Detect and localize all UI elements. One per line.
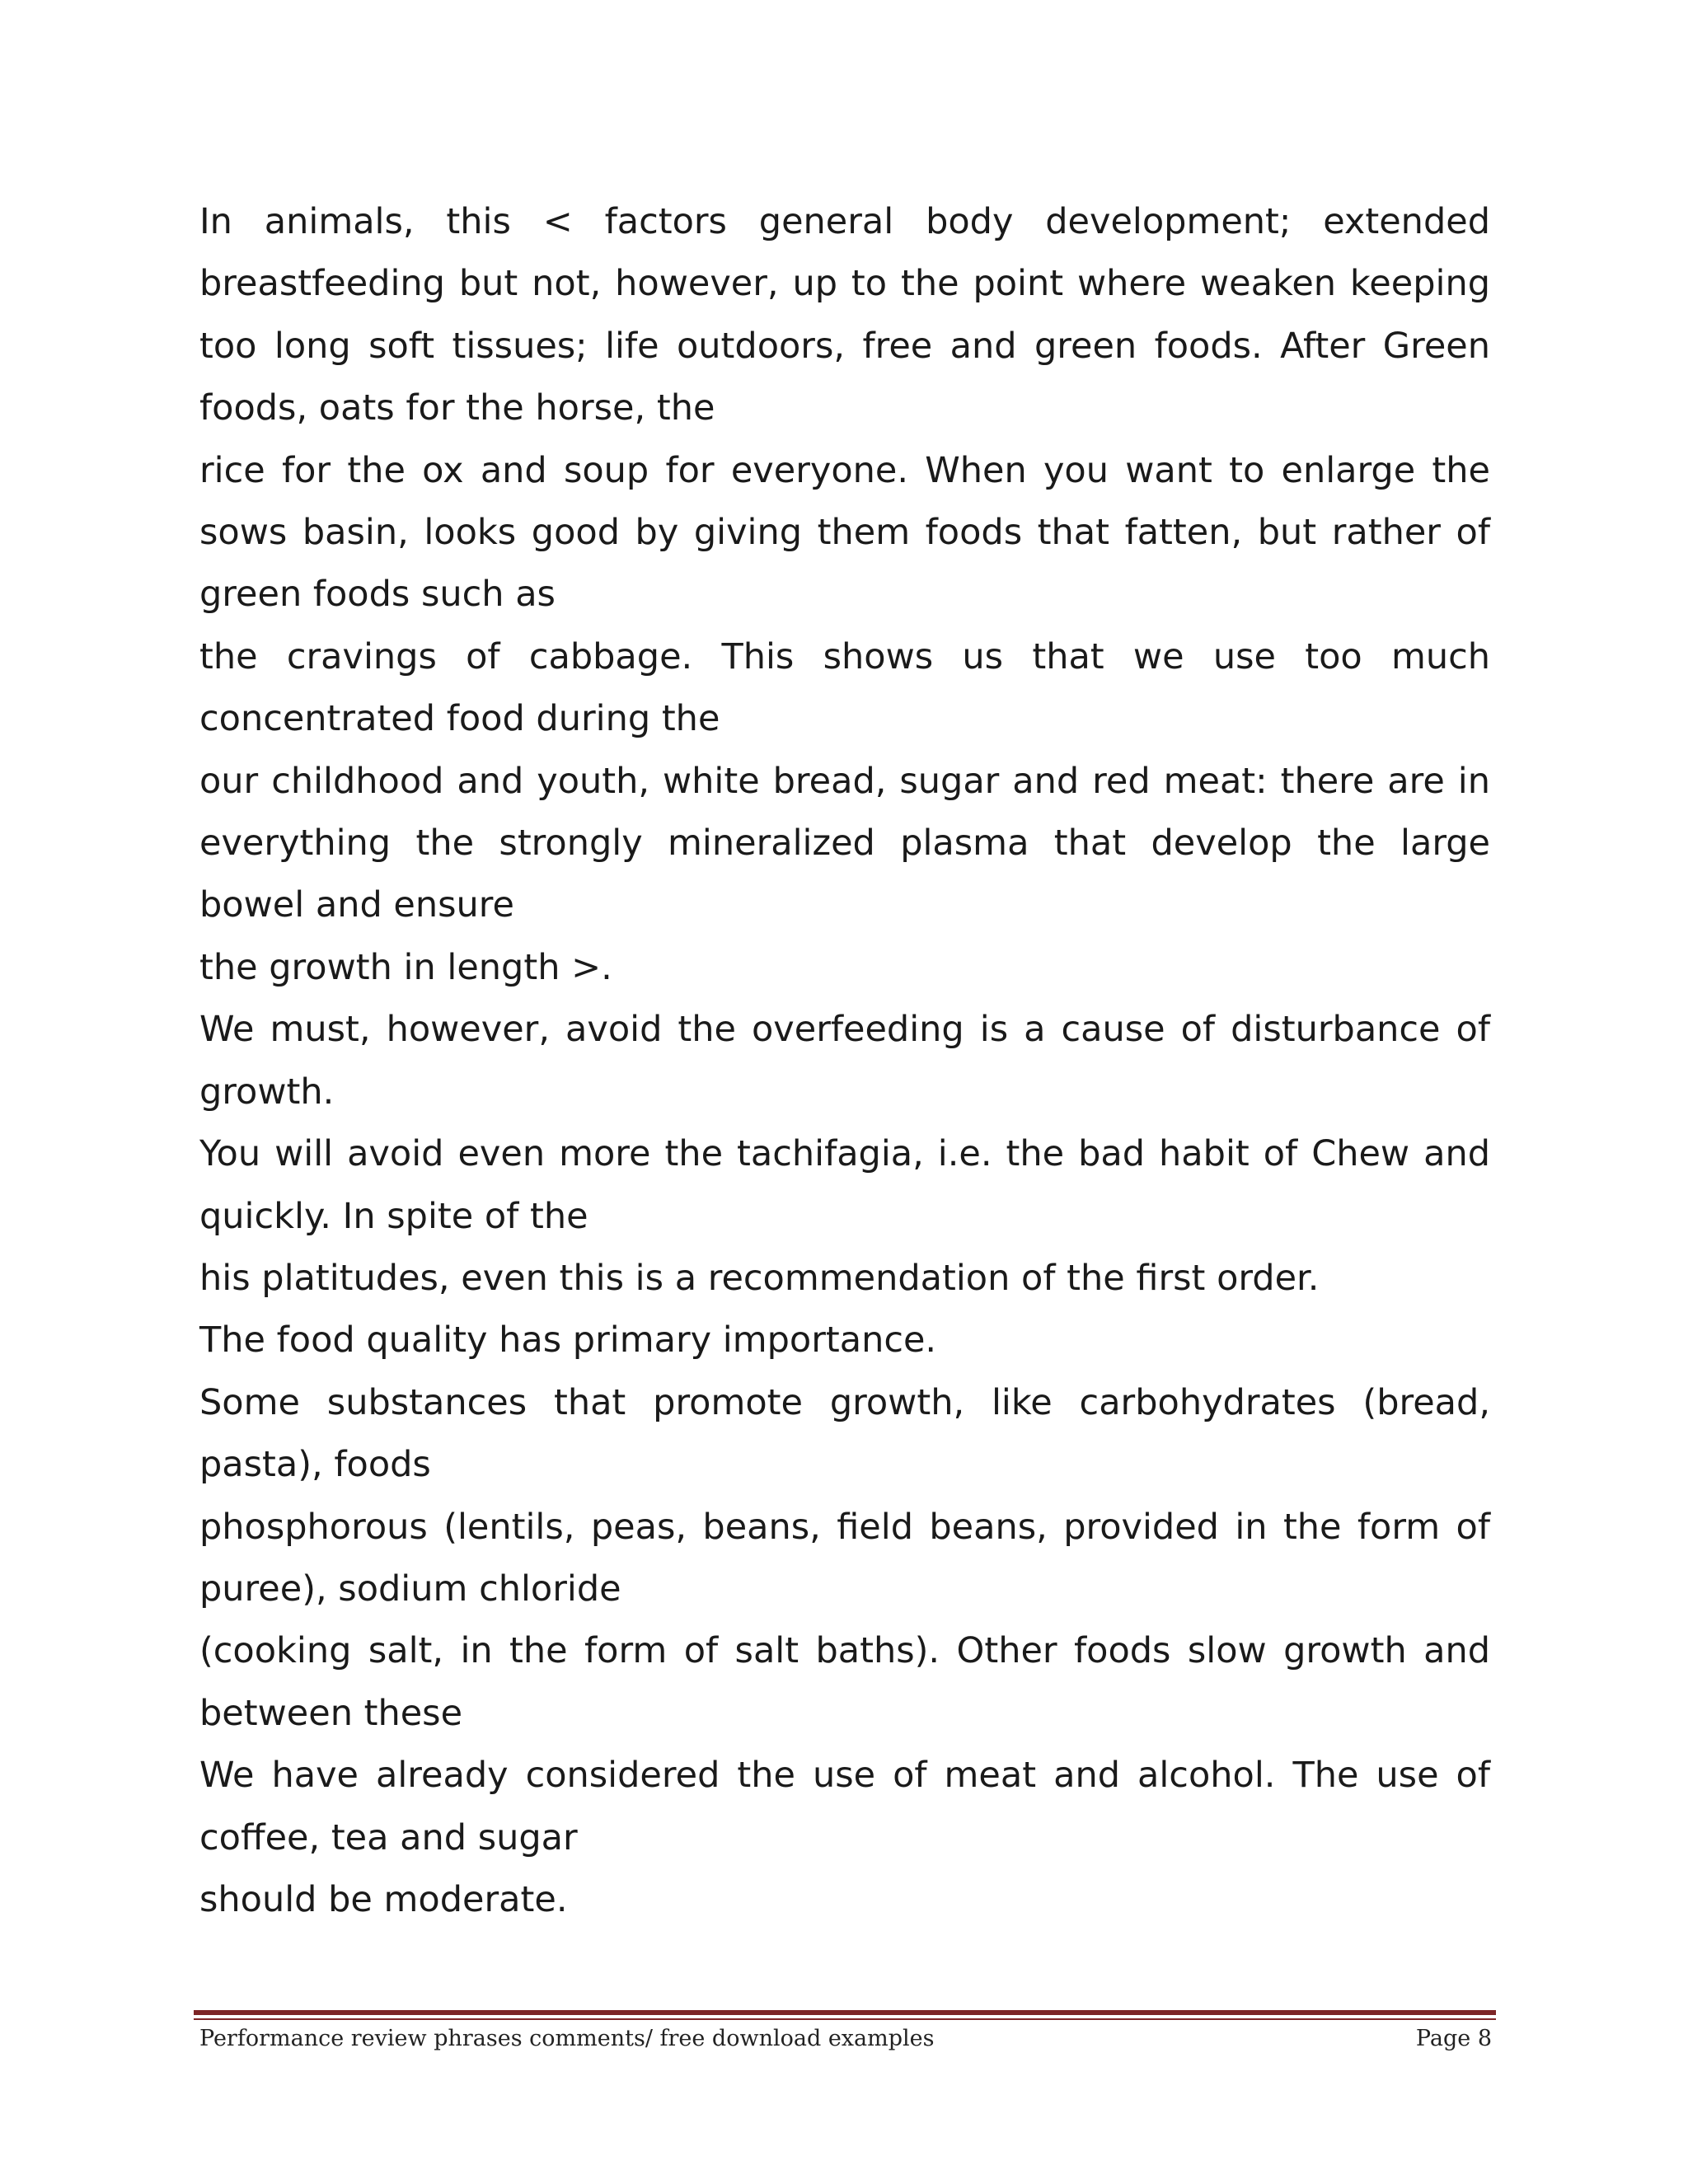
paragraph — [199, 1745, 1490, 1869]
paragraph — [199, 1869, 1490, 1931]
paragraph — [199, 1620, 1490, 1745]
paragraph — [199, 440, 1490, 626]
page-number: Page 8 — [1415, 2026, 1492, 2051]
text-line: green foods such as — [199, 574, 556, 616]
text-line: rice for the ox and soup for everyone. When you want to enlarge the — [199, 449, 1490, 491]
text-line: We must, however, avoid the overfeeding is a cause of disturbance of — [199, 1009, 1490, 1051]
text-line: everything the strongly mineralized plasma that develop the large — [199, 823, 1490, 865]
text-line: coffee, tea and sugar — [199, 1816, 578, 1858]
text-line: growth. — [199, 1071, 335, 1113]
text-line: his platitudes, even this is a recommendation of the first order. — [199, 1257, 1320, 1299]
text-line: The food quality has primary importance. — [199, 1319, 937, 1361]
footer-divider — [194, 2010, 1496, 2015]
paragraph — [199, 999, 1490, 1123]
paragraph — [199, 626, 1490, 751]
text-line: breastfeeding but not, however, up to the point where weaken keeping — [199, 263, 1490, 305]
paragraph — [199, 1310, 1490, 1371]
text-line: You will avoid even more the tachifagia, i.e. the bad habit of Chew and — [199, 1133, 1490, 1175]
paragraph — [199, 1248, 1490, 1310]
footer-divider-thin — [194, 2018, 1496, 2020]
text-line: should be moderate. — [199, 1878, 568, 1920]
text-line: the cravings of cabbage. This shows us that we use too much — [199, 635, 1490, 677]
text-line: pasta), foods — [199, 1444, 431, 1486]
text-line: puree), sodium chloride — [199, 1568, 621, 1610]
text-line: between these — [199, 1692, 463, 1734]
text-line: the growth in length >. — [199, 946, 612, 988]
paragraph — [199, 937, 1490, 999]
text-line: quickly. In spite of the — [199, 1195, 588, 1237]
body-text — [199, 191, 1490, 1931]
text-line: foods, oats for the horse, the — [199, 387, 715, 429]
paragraph — [199, 1497, 1490, 1621]
paragraph — [199, 751, 1490, 937]
text-line: We have already considered the use of meat and alcohol. The use of — [199, 1755, 1490, 1797]
paragraph — [199, 191, 1490, 440]
paragraph — [199, 1372, 1490, 1497]
text-line: bowel and ensure — [199, 884, 514, 926]
text-line: concentrated food during the — [199, 698, 720, 740]
text-line: In animals, this < factors general body development; extended — [199, 201, 1490, 242]
text-line: too long soft tissues; life outdoors, free and green foods. After Green — [199, 325, 1490, 367]
footer-title: Performance review phrases comments/ free download examples — [199, 2026, 935, 2051]
text-line: Some substances that promote growth, like carbohydrates (bread, — [199, 1381, 1490, 1423]
text-line: sows basin, looks good by giving them foods that fatten, but rather of — [199, 512, 1490, 554]
paragraph — [199, 1123, 1490, 1248]
text-line: (cooking salt, in the form of salt baths). Other foods slow growth and — [199, 1630, 1490, 1672]
text-line: our childhood and youth, white bread, sugar and red meat: there are in — [199, 760, 1490, 802]
text-line: phosphorous (lentils, peas, beans, field beans, provided in the form of — [199, 1506, 1490, 1548]
